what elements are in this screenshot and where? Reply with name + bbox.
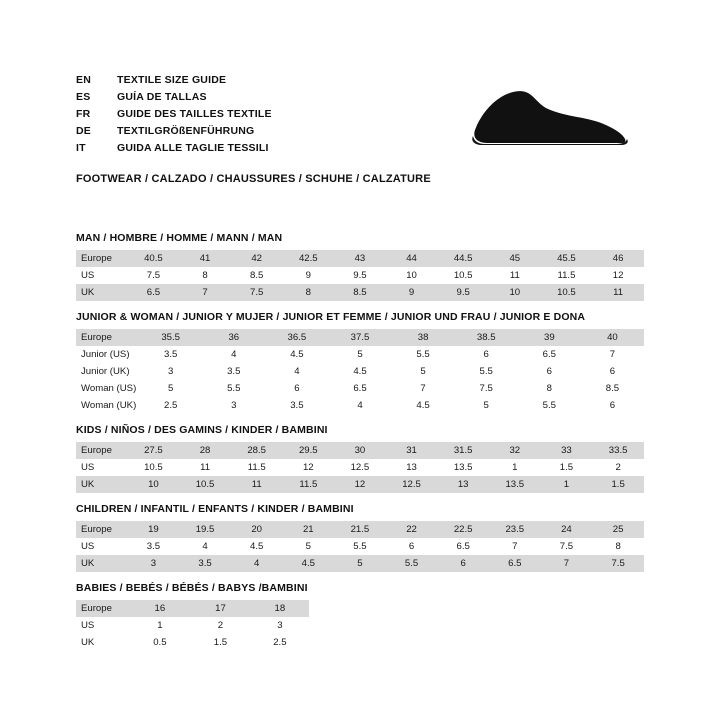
cell: 6.5 — [328, 380, 391, 397]
cell: 5 — [392, 363, 455, 380]
language-row — [76, 74, 272, 91]
cell: 30 — [334, 442, 386, 459]
cell: 31.5 — [437, 442, 489, 459]
size-table-kids — [76, 442, 644, 493]
cell: 11 — [179, 459, 231, 476]
row-label: UK — [76, 284, 128, 301]
cell: 45.5 — [541, 250, 593, 267]
cell: 10.5 — [179, 476, 231, 493]
table-row — [76, 459, 644, 476]
table-row — [76, 267, 644, 284]
cell: 5 — [455, 397, 518, 414]
cell: 40.5 — [128, 250, 180, 267]
cell: 25 — [592, 521, 644, 538]
row-label: US — [76, 617, 130, 634]
cell: 38.5 — [455, 329, 518, 346]
cell: 6.5 — [128, 284, 180, 301]
dress-shoe-icon — [455, 78, 645, 163]
cell: 11 — [489, 267, 541, 284]
cell: 4.5 — [392, 397, 455, 414]
cell: 6 — [265, 380, 328, 397]
cell: 11.5 — [541, 267, 593, 284]
cell: 5.5 — [392, 346, 455, 363]
cell: 28.5 — [231, 442, 283, 459]
row-label: Junior (UK) — [76, 363, 139, 380]
cell: 2.5 — [139, 397, 202, 414]
cell: 40 — [581, 329, 644, 346]
cell: 16 — [130, 600, 191, 617]
cell: 36.5 — [265, 329, 328, 346]
table-row — [76, 397, 644, 414]
cell: 5.5 — [386, 555, 438, 572]
cell: 3 — [139, 363, 202, 380]
table-row — [76, 442, 644, 459]
table-row — [76, 380, 644, 397]
cell: 7 — [541, 555, 593, 572]
cell: 8 — [592, 538, 644, 555]
row-label: US — [76, 459, 128, 476]
section-junior-woman — [76, 311, 644, 414]
cell: 22.5 — [437, 521, 489, 538]
cell: 9.5 — [437, 284, 489, 301]
row-label: US — [76, 538, 128, 555]
cell: 28 — [179, 442, 231, 459]
cell: 6 — [455, 346, 518, 363]
table-row — [76, 521, 644, 538]
size-table-junior-woman — [76, 329, 644, 414]
cell: 19 — [128, 521, 180, 538]
cell: 3 — [251, 617, 309, 634]
cell: 1.5 — [541, 459, 593, 476]
row-label: Europe — [76, 250, 128, 267]
cell: 5.5 — [202, 380, 265, 397]
language-title: GUIDA ALLE TAGLIE TESSILI — [117, 142, 269, 154]
cell: 41 — [179, 250, 231, 267]
cell: 46 — [592, 250, 644, 267]
cell: 12.5 — [386, 476, 438, 493]
cell: 29.5 — [283, 442, 335, 459]
language-title: TEXTILGRÖßENFÜHRUNG — [117, 125, 255, 137]
cell: 8.5 — [231, 267, 283, 284]
table-row — [76, 617, 309, 634]
cell: 24 — [541, 521, 593, 538]
cell: 10.5 — [541, 284, 593, 301]
cell: 7.5 — [128, 267, 180, 284]
table-row — [76, 555, 644, 572]
language-code: FR — [76, 108, 91, 120]
cell: 5 — [139, 380, 202, 397]
cell: 35.5 — [139, 329, 202, 346]
cell: 3.5 — [202, 363, 265, 380]
section-title: MAN / HOMBRE / HOMME / MANN / MAN — [76, 232, 283, 244]
row-label: Woman (UK) — [76, 397, 139, 414]
section-title: KIDS / NIÑOS / DES GAMINS / KINDER / BAMBINI — [76, 424, 328, 436]
cell: 44 — [386, 250, 438, 267]
cell: 6 — [386, 538, 438, 555]
cell: 7.5 — [455, 380, 518, 397]
cell: 32 — [489, 442, 541, 459]
cell: 1.5 — [592, 476, 644, 493]
row-label: UK — [76, 555, 128, 572]
cell: 5.5 — [518, 397, 581, 414]
row-label: Europe — [76, 521, 128, 538]
cell: 45 — [489, 250, 541, 267]
size-table-children — [76, 521, 644, 572]
cell: 9 — [283, 267, 335, 284]
cell: 18 — [251, 600, 309, 617]
row-label: Europe — [76, 442, 128, 459]
cell: 6 — [437, 555, 489, 572]
cell: 5 — [334, 555, 386, 572]
language-title-rows — [76, 74, 272, 159]
cell: 7 — [581, 346, 644, 363]
cell: 12 — [592, 267, 644, 284]
cell: 43 — [334, 250, 386, 267]
cell: 10 — [386, 267, 438, 284]
table-row — [76, 363, 644, 380]
cell: 2.5 — [251, 634, 309, 651]
cell: 10 — [128, 476, 180, 493]
table-row — [76, 634, 309, 651]
language-row — [76, 91, 272, 108]
cell: 11.5 — [283, 476, 335, 493]
cell: 4.5 — [231, 538, 283, 555]
language-code: DE — [76, 125, 91, 137]
language-title: TEXTILE SIZE GUIDE — [117, 74, 227, 86]
cell: 7 — [392, 380, 455, 397]
section-man — [76, 232, 644, 301]
cell: 42 — [231, 250, 283, 267]
row-label: Junior (US) — [76, 346, 139, 363]
category-line: FOOTWEAR / CALZADO / CHAUSSURES / SCHUHE / CALZATURE — [76, 173, 431, 185]
section-children — [76, 503, 644, 572]
cell: 8 — [518, 380, 581, 397]
cell: 3.5 — [179, 555, 231, 572]
cell: 1 — [130, 617, 191, 634]
cell: 12 — [334, 476, 386, 493]
cell: 2 — [592, 459, 644, 476]
cell: 9.5 — [334, 267, 386, 284]
cell: 4 — [179, 538, 231, 555]
cell: 10.5 — [128, 459, 180, 476]
cell: 6 — [581, 363, 644, 380]
language-title: GUIDE DES TAILLES TEXTILE — [117, 108, 272, 120]
language-title-table — [76, 74, 272, 159]
row-label: US — [76, 267, 128, 284]
cell: 3.5 — [139, 346, 202, 363]
cell: 4 — [265, 363, 328, 380]
table-row — [76, 538, 644, 555]
cell: 23.5 — [489, 521, 541, 538]
table-row — [76, 600, 309, 617]
cell: 39 — [518, 329, 581, 346]
cell: 4 — [231, 555, 283, 572]
cell: 0.5 — [130, 634, 191, 651]
cell: 36 — [202, 329, 265, 346]
cell: 4 — [328, 397, 391, 414]
cell: 4 — [202, 346, 265, 363]
table-row — [76, 284, 644, 301]
cell: 6.5 — [518, 346, 581, 363]
cell: 11 — [231, 476, 283, 493]
section-babies — [76, 582, 644, 651]
language-code: IT — [76, 142, 86, 154]
row-label: Woman (US) — [76, 380, 139, 397]
cell: 37.5 — [328, 329, 391, 346]
cell: 33.5 — [592, 442, 644, 459]
cell: 4.5 — [265, 346, 328, 363]
cell: 9 — [386, 284, 438, 301]
cell: 13 — [386, 459, 438, 476]
row-label: Europe — [76, 600, 130, 617]
cell: 8.5 — [581, 380, 644, 397]
cell: 11 — [592, 284, 644, 301]
cell: 21.5 — [334, 521, 386, 538]
cell: 7 — [489, 538, 541, 555]
cell: 3.5 — [265, 397, 328, 414]
cell: 3 — [202, 397, 265, 414]
cell: 7.5 — [592, 555, 644, 572]
cell: 1 — [489, 459, 541, 476]
cell: 11.5 — [231, 459, 283, 476]
cell: 3.5 — [128, 538, 180, 555]
section-title: CHILDREN / INFANTIL / ENFANTS / KINDER / BAMBINI — [76, 503, 354, 515]
cell: 21 — [283, 521, 335, 538]
cell: 12 — [283, 459, 335, 476]
cell: 5 — [328, 346, 391, 363]
cell: 44.5 — [437, 250, 489, 267]
row-label: UK — [76, 476, 128, 493]
cell: 5 — [283, 538, 335, 555]
section-title: BABIES / BEBÉS / BÉBÉS / BABYS /BAMBINI — [76, 582, 308, 594]
language-title: GUÍA DE TALLAS — [117, 91, 207, 103]
language-row — [76, 125, 272, 142]
language-code: EN — [76, 74, 91, 86]
cell: 8 — [283, 284, 335, 301]
cell: 7.5 — [541, 538, 593, 555]
cell: 8.5 — [334, 284, 386, 301]
cell: 1.5 — [190, 634, 251, 651]
cell: 5.5 — [334, 538, 386, 555]
cell: 33 — [541, 442, 593, 459]
cell: 13.5 — [489, 476, 541, 493]
cell: 6 — [518, 363, 581, 380]
language-code: ES — [76, 91, 91, 103]
cell: 10.5 — [437, 267, 489, 284]
table-row — [76, 329, 644, 346]
cell: 2 — [190, 617, 251, 634]
cell: 13 — [437, 476, 489, 493]
cell: 19.5 — [179, 521, 231, 538]
cell: 27.5 — [128, 442, 180, 459]
cell: 7.5 — [231, 284, 283, 301]
cell: 4.5 — [283, 555, 335, 572]
section-kids — [76, 424, 644, 493]
cell: 4.5 — [328, 363, 391, 380]
section-title: JUNIOR & WOMAN / JUNIOR Y MUJER / JUNIOR ET FEMME / JUNIOR UND FRAU / JUNIOR E DONA — [76, 311, 586, 323]
cell: 6 — [581, 397, 644, 414]
table-row — [76, 346, 644, 363]
cell: 7 — [179, 284, 231, 301]
language-row — [76, 108, 272, 125]
cell: 42.5 — [283, 250, 335, 267]
cell: 6.5 — [489, 555, 541, 572]
cell: 38 — [392, 329, 455, 346]
cell: 3 — [128, 555, 180, 572]
cell: 10 — [489, 284, 541, 301]
cell: 1 — [541, 476, 593, 493]
row-label: UK — [76, 634, 130, 651]
cell: 17 — [190, 600, 251, 617]
cell: 5.5 — [455, 363, 518, 380]
cell: 12.5 — [334, 459, 386, 476]
cell: 22 — [386, 521, 438, 538]
table-row — [76, 476, 644, 493]
cell: 31 — [386, 442, 438, 459]
table-row — [76, 250, 644, 267]
language-row — [76, 142, 272, 159]
cell: 6.5 — [437, 538, 489, 555]
size-table-babies — [76, 600, 309, 651]
row-label: Europe — [76, 329, 139, 346]
cell: 8 — [179, 267, 231, 284]
cell: 13.5 — [437, 459, 489, 476]
size-table-man — [76, 250, 644, 301]
cell: 20 — [231, 521, 283, 538]
